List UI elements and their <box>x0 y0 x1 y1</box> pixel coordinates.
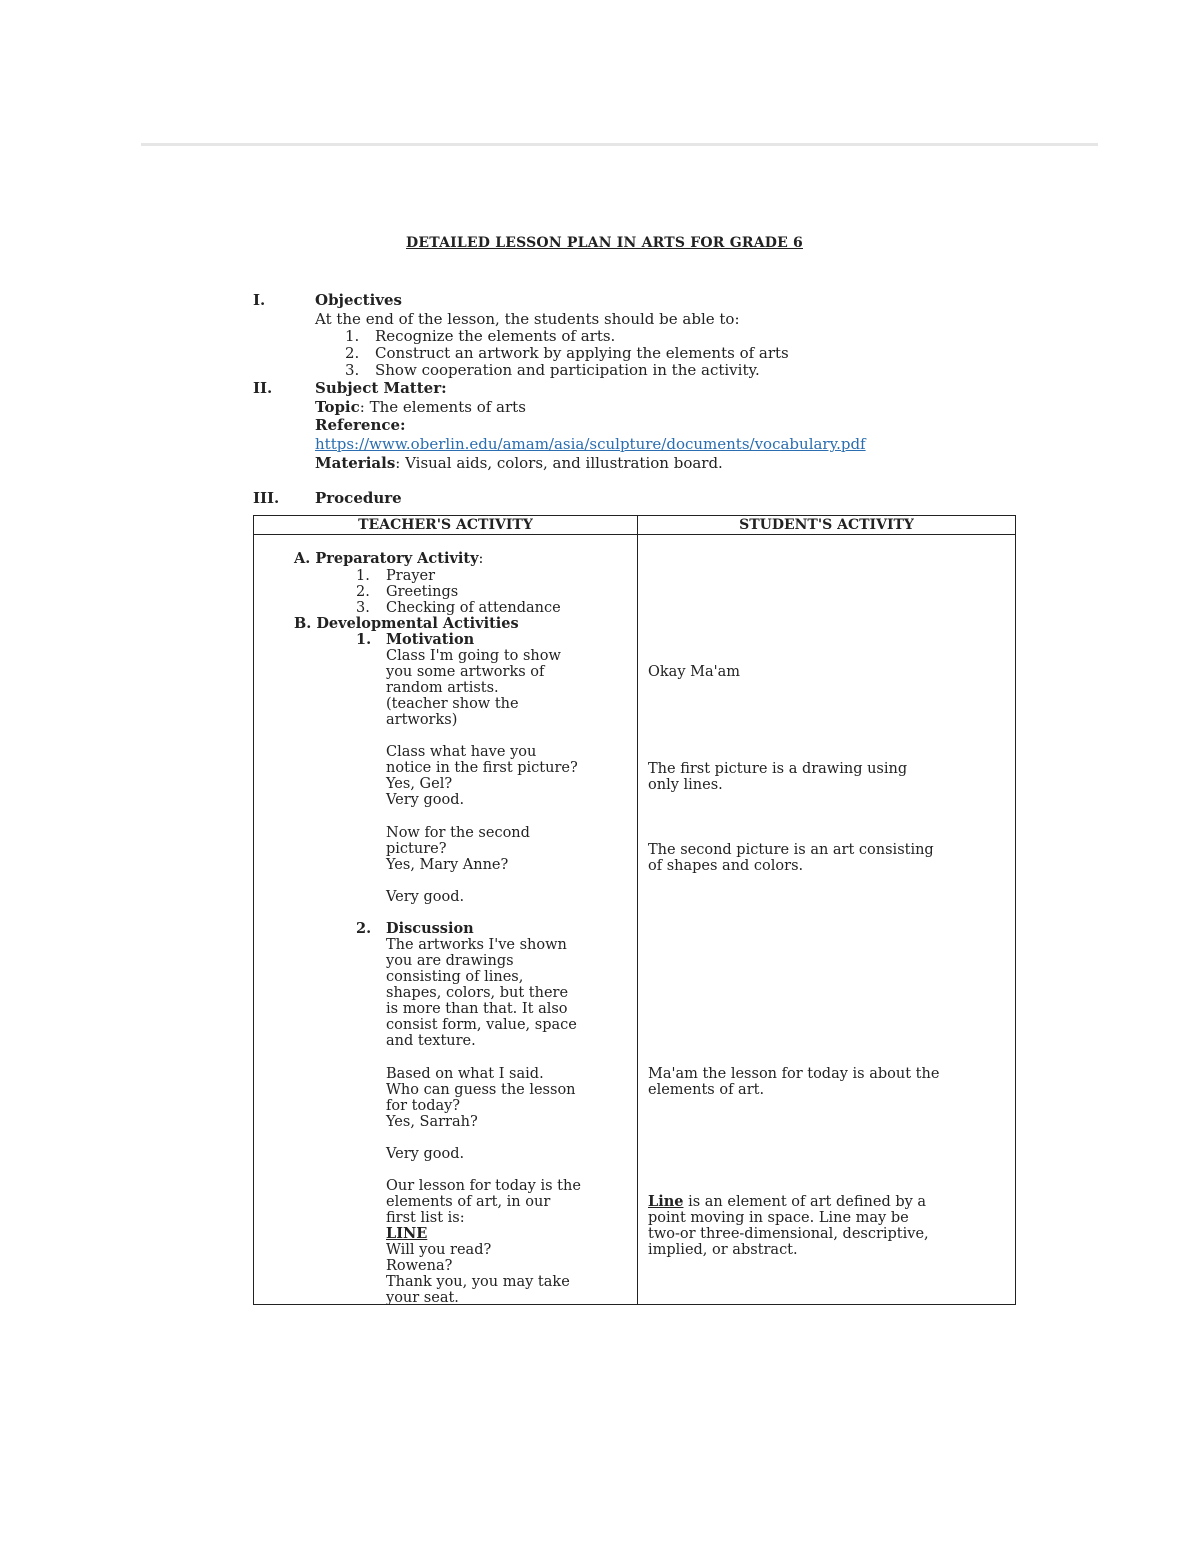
developmental-heading: B. Developmental Activities <box>294 615 519 632</box>
motivation-heading: 1. Motivation <box>356 631 475 648</box>
objectives-intro: At the end of the lesson, the students should be able to: <box>315 310 740 328</box>
teacher-praise-text-2: Very good. <box>386 1146 465 1162</box>
teacher-motivation-text: Class I'm going to show you some artworks of random artists. (teacher show the artworks) <box>386 648 561 728</box>
discussion-heading: 2. Discussion <box>356 920 474 937</box>
teacher-guess-text: Based on what I said. Who can guess the lesson for today? Yes, Sarrah? <box>386 1066 576 1130</box>
preparatory-heading: A. Preparatory Activity: <box>294 550 484 567</box>
section-number-subject: II. <box>253 379 273 397</box>
student-response-1: Okay Ma'am <box>648 664 740 680</box>
procedure-table <box>253 515 1016 1305</box>
list-item: 1. Prayer <box>356 568 436 584</box>
objective-item: 2. Construct an artwork by applying the elements of arts <box>345 344 789 362</box>
student-response-5: Line is an element of art defined by a point moving in space. Line may be two-or three-dimensional, descriptive, implied, or abstract. <box>648 1193 929 1258</box>
materials-line: Materials: Visual aids, colors, and illustration board. <box>315 454 723 472</box>
student-response-3: The second picture is an art consisting of shapes and colors. <box>648 842 934 874</box>
objective-item: 3. Show cooperation and participation in the activity. <box>345 361 760 379</box>
line-term: LINE <box>386 1225 428 1242</box>
preparatory-list <box>356 568 561 616</box>
header-teacher-activity: TEACHER'S ACTIVITY <box>358 517 533 533</box>
table-header-divider <box>254 534 1015 535</box>
list-item: 3. Checking of attendance <box>356 600 561 616</box>
section-number-objectives: I. <box>253 291 266 309</box>
topic-line: Topic: The elements of arts <box>315 398 526 416</box>
objective-item: 1. Recognize the elements of arts. <box>345 327 616 345</box>
table-column-divider <box>637 516 638 1304</box>
header-student-activity: STUDENT'S ACTIVITY <box>739 517 914 533</box>
teacher-praise-text: Very good. <box>386 889 465 905</box>
document-title: DETAILED LESSON PLAN IN ARTS FOR GRADE 6 <box>406 235 803 251</box>
section-heading-subject: Subject Matter: <box>315 379 447 397</box>
student-response-2: The first picture is a drawing using only lines. <box>648 761 908 793</box>
reference-link[interactable]: https://www.oberlin.edu/amam/asia/sculpture/documents/vocabulary.pdf <box>315 435 866 453</box>
section-heading-objectives: Objectives <box>315 291 402 309</box>
section-heading-procedure: Procedure <box>315 489 402 507</box>
teacher-lesson-text: Our lesson for today is the elements of art, in our first list is: LINE Will you read? Rowena? Thank you, you may take your seat. <box>386 1178 581 1306</box>
teacher-discussion-text: The artworks I've shown you are drawings consisting of lines, shapes, colors, but there is more than that. It also consist form, value, space and texture. <box>386 937 577 1049</box>
reference-label: Reference: <box>315 416 406 434</box>
student-response-4: Ma'am the lesson for today is about the elements of art. <box>648 1066 940 1098</box>
teacher-second-picture-text: Now for the second picture? Yes, Mary Anne? <box>386 825 530 873</box>
teacher-first-picture-text: Class what have you notice in the first picture? Yes, Gel? Very good. <box>386 744 578 808</box>
section-number-procedure: III. <box>253 489 280 507</box>
list-item: 2. Greetings <box>356 584 459 600</box>
top-divider <box>141 143 1098 146</box>
